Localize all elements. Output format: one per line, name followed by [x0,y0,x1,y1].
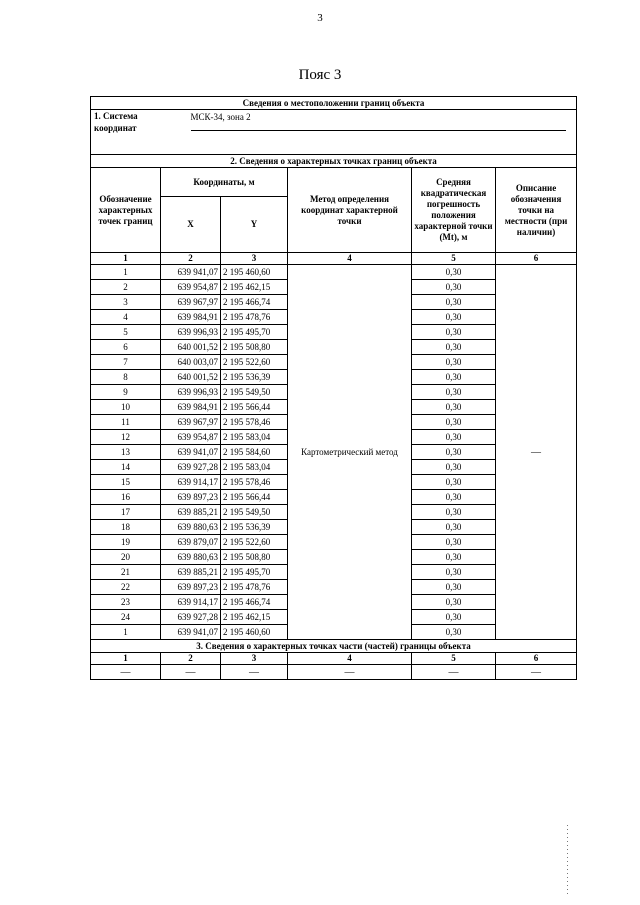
empty-cell: — [496,665,577,680]
point-number: 24 [91,610,161,625]
coord-y: 2 195 466,74 [221,295,288,310]
coord-y: 2 195 578,46 [221,415,288,430]
point-number: 15 [91,475,161,490]
coord-y: 2 195 536,39 [221,520,288,535]
point-number: 13 [91,445,161,460]
col-description-header: Описание обозначения точки на местности (при наличии) [496,168,577,253]
page-number: 3 [317,12,323,24]
error-value: 0,30 [412,370,496,385]
error-value: 0,30 [412,385,496,400]
point-number: 1 [91,265,161,280]
point-number: 8 [91,370,161,385]
coord-y: 2 195 583,04 [221,460,288,475]
point-number: 10 [91,400,161,415]
col-coords-header: Координаты, м [161,168,288,197]
coord-x: 640 003,07 [161,355,221,370]
col-number: 1 [91,253,161,265]
coord-x: 639 967,97 [161,295,221,310]
section1-header: Сведения о местоположении границ объекта [91,97,577,110]
coord-x: 639 941,07 [161,445,221,460]
error-value: 0,30 [412,295,496,310]
col-designation-header: Обозначение характерных точек границ [91,168,161,253]
point-number: 22 [91,580,161,595]
error-value: 0,30 [412,580,496,595]
binding-edge-marks [567,825,568,895]
error-value: 0,30 [412,460,496,475]
coord-x: 639 914,17 [161,475,221,490]
coordinate-system-label: 1. Система координат [91,110,161,155]
coord-x: 639 897,23 [161,490,221,505]
point-number: 6 [91,340,161,355]
error-value: 0,30 [412,535,496,550]
error-value: 0,30 [412,445,496,460]
section3-header: 3. Сведения о характерных точках части (частей) границы объекта [91,640,577,653]
coord-x: 639 941,07 [161,265,221,280]
coord-y: 2 195 536,39 [221,370,288,385]
coord-x: 639 941,07 [161,625,221,640]
coord-y: 2 195 495,70 [221,565,288,580]
document-title: Пояс 3 [298,67,342,83]
coord-y: 2 195 495,70 [221,325,288,340]
point-number: 17 [91,505,161,520]
error-value: 0,30 [412,505,496,520]
col-number: 5 [412,653,496,665]
coordinate-system-value: МСК-34, зона 2 [191,112,567,131]
point-number: 20 [91,550,161,565]
point-number: 23 [91,595,161,610]
coord-x: 639 954,87 [161,280,221,295]
coord-y: 2 195 549,50 [221,385,288,400]
point-number: 3 [91,295,161,310]
point-number: 7 [91,355,161,370]
point-number: 19 [91,535,161,550]
coord-x: 639 954,87 [161,430,221,445]
col-number: 5 [412,253,496,265]
section2-header: 2. Сведения о характерных точках границ объекта [91,155,577,168]
coord-x: 639 967,97 [161,415,221,430]
error-value: 0,30 [412,550,496,565]
empty-cell: — [161,665,221,680]
coord-x: 639 879,07 [161,535,221,550]
coord-x: 639 996,93 [161,325,221,340]
error-value: 0,30 [412,325,496,340]
coord-y: 2 195 566,44 [221,400,288,415]
coord-y: 2 195 549,50 [221,505,288,520]
coord-y: 2 195 522,60 [221,535,288,550]
coord-x: 639 885,21 [161,565,221,580]
point-number: 21 [91,565,161,580]
coord-y: 2 195 478,76 [221,580,288,595]
coord-y: 2 195 478,76 [221,310,288,325]
error-value: 0,30 [412,415,496,430]
coord-x: 639 914,17 [161,595,221,610]
col-number: 3 [221,653,288,665]
boundary-table [90,96,577,680]
col-method-header: Метод определения координат характерной точки [288,168,412,253]
point-number: 1 [91,625,161,640]
point-number: 12 [91,430,161,445]
point-number: 2 [91,280,161,295]
error-value: 0,30 [412,520,496,535]
coord-x: 639 885,21 [161,505,221,520]
coord-y: 2 195 460,60 [221,625,288,640]
point-number: 5 [91,325,161,340]
coord-y: 2 195 508,80 [221,340,288,355]
empty-cell: — [221,665,288,680]
coord-x: 639 984,91 [161,400,221,415]
coord-x: 639 927,28 [161,610,221,625]
error-value: 0,30 [412,625,496,640]
method-value: Картометрический метод [288,265,412,640]
table-row [91,265,577,280]
col-number: 1 [91,653,161,665]
coord-x: 639 880,63 [161,550,221,565]
col-number: 6 [496,253,577,265]
coord-y: 2 195 466,74 [221,595,288,610]
point-number: 4 [91,310,161,325]
error-value: 0,30 [412,565,496,580]
point-number: 16 [91,490,161,505]
col-y-header: Y [221,197,288,253]
error-value: 0,30 [412,265,496,280]
col-number: 6 [496,653,577,665]
coord-x: 640 001,52 [161,370,221,385]
error-value: 0,30 [412,475,496,490]
description-value: — [496,265,577,640]
error-value: 0,30 [412,355,496,370]
coord-y: 2 195 462,15 [221,280,288,295]
coord-x: 639 984,91 [161,310,221,325]
coord-y: 2 195 578,46 [221,475,288,490]
coord-y: 2 195 584,60 [221,445,288,460]
coord-x: 639 897,23 [161,580,221,595]
error-value: 0,30 [412,340,496,355]
point-number: 14 [91,460,161,475]
point-number: 18 [91,520,161,535]
coord-x: 639 927,28 [161,460,221,475]
col-number: 2 [161,653,221,665]
coord-y: 2 195 460,60 [221,265,288,280]
error-value: 0,30 [412,595,496,610]
empty-cell: — [412,665,496,680]
empty-cell: — [288,665,412,680]
table-row [91,665,577,680]
col-number: 4 [288,653,412,665]
col-x-header: X [161,197,221,253]
coord-x: 640 001,52 [161,340,221,355]
point-number: 9 [91,385,161,400]
coord-y: 2 195 566,44 [221,490,288,505]
col-number: 2 [161,253,221,265]
coord-x: 639 880,63 [161,520,221,535]
coord-y: 2 195 522,60 [221,355,288,370]
col-number: 4 [288,253,412,265]
point-number: 11 [91,415,161,430]
error-value: 0,30 [412,280,496,295]
coord-x: 639 996,93 [161,385,221,400]
coord-y: 2 195 583,04 [221,430,288,445]
coordinate-system-cell [161,110,577,155]
coord-y: 2 195 508,80 [221,550,288,565]
error-value: 0,30 [412,430,496,445]
coord-y: 2 195 462,15 [221,610,288,625]
error-value: 0,30 [412,610,496,625]
error-value: 0,30 [412,400,496,415]
error-value: 0,30 [412,310,496,325]
col-error-header: Средняя квадратическая погрешность положения характерной точки (Mt), м [412,168,496,253]
col-number: 3 [221,253,288,265]
error-value: 0,30 [412,490,496,505]
empty-cell: — [91,665,161,680]
